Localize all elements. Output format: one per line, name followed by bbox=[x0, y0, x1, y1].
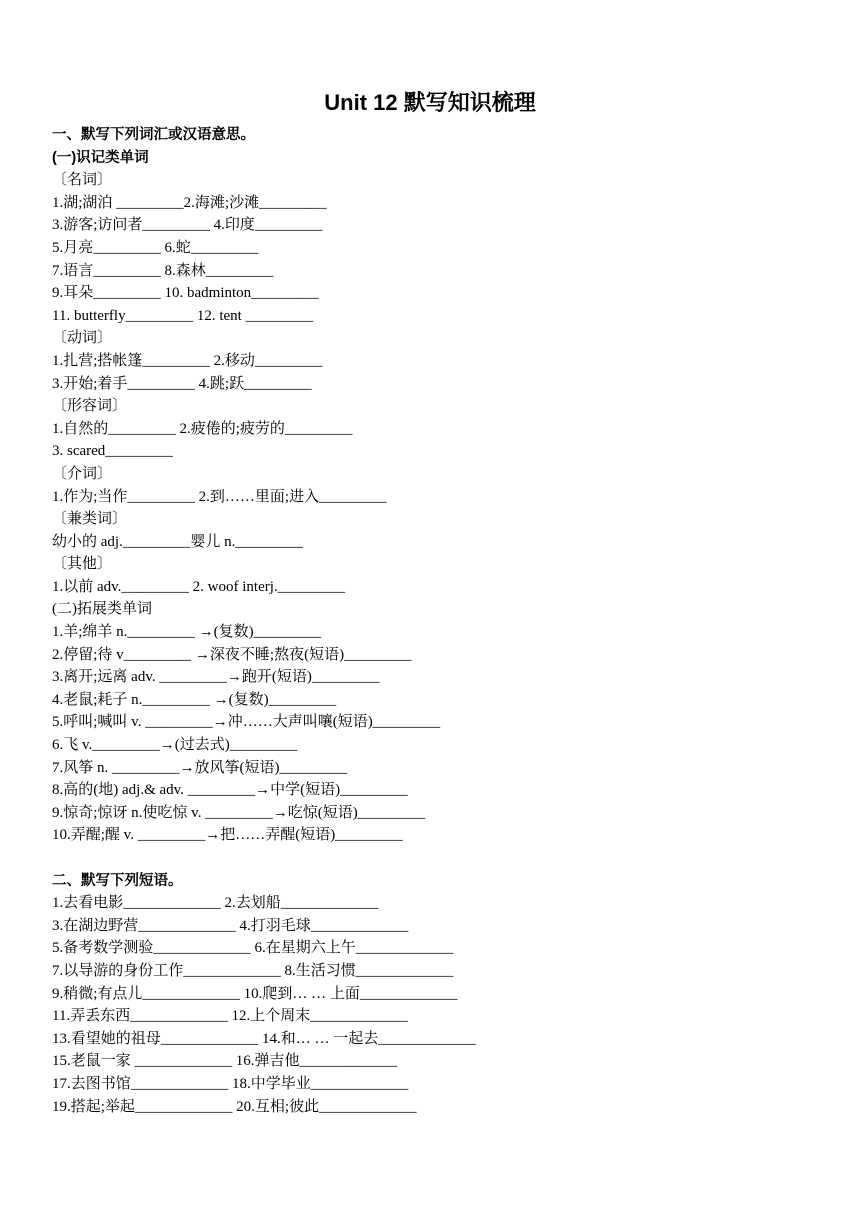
section-heading: (一)识记类单词 bbox=[52, 149, 149, 166]
exercise-line: 6.飞 v._________→(过去式)_________ bbox=[52, 737, 298, 754]
exercise-line: 11. butterfly_________ 12. tent _________ bbox=[52, 307, 314, 324]
exercise-line: 8.高的(地) adj.& adv. _________→中学(短语)_________ bbox=[52, 782, 408, 799]
exercise-line: 1.湖;湖泊 _________2.海滩;沙滩_________ bbox=[52, 194, 327, 211]
exercise-line: 3.游客;访问者_________ 4.印度_________ bbox=[52, 217, 323, 234]
section-heading: 二、默写下列短语。 bbox=[52, 872, 183, 889]
exercise-line: 4.老鼠;耗子 n._________ →(复数)_________ bbox=[52, 691, 337, 708]
exercise-line: 7.以导游的身份工作_____________ 8.生活习惯_____________ bbox=[52, 962, 454, 979]
exercise-line: 9.惊奇;惊讶 n.使吃惊 v. _________→吃惊(短语)_________ bbox=[52, 804, 426, 821]
exercise-line: 19.搭起;举起_____________ 20.互相;彼此_____________ bbox=[52, 1098, 417, 1115]
exercise-line: 7.风筝 n. _________→放风筝(短语)_________ bbox=[52, 759, 347, 776]
exercise-line: 9.耳朵_________ 10. badminton_________ bbox=[52, 285, 319, 302]
exercise-line: 5.备考数学测验_____________ 6.在星期六上午_____________ bbox=[52, 940, 454, 957]
exercise-line: 1.去看电影_____________ 2.去划船_____________ bbox=[52, 895, 379, 912]
exercise-line: 1.自然的_________ 2.疲倦的;疲劳的_________ bbox=[52, 420, 353, 437]
exercise-line: 1.羊;绵羊 n._________ →(复数)_________ bbox=[52, 624, 322, 641]
exercise-line: 〔形容词〕 bbox=[52, 398, 128, 415]
exercise-line: 1.扎营;搭帐篷_________ 2.移动_________ bbox=[52, 352, 323, 369]
exercise-line: 5.呼叫;喊叫 v. _________→冲……大声叫嚷(短语)_________ bbox=[52, 714, 441, 731]
exercise-line: 幼小的 adj._________婴儿 n._________ bbox=[52, 533, 303, 550]
exercise-line: 9.稍微;有点儿_____________ 10.爬到… … 上面_____________ bbox=[52, 985, 458, 1002]
exercise-line: 〔兼类词〕 bbox=[52, 511, 128, 528]
exercise-line: 15.老鼠一家 _____________ 16.弹吉他_____________ bbox=[52, 1053, 398, 1070]
exercise-line: 1.以前 adv._________ 2. woof interj._________ bbox=[52, 578, 346, 595]
exercise-line: 3.离开;远离 adv. _________→跑开(短语)_________ bbox=[52, 669, 380, 686]
exercise-line: (二)拓展类单词 bbox=[52, 601, 152, 618]
exercise-line: 〔介词〕 bbox=[52, 465, 113, 482]
exercise-line: 〔其他〕 bbox=[52, 556, 113, 573]
exercise-line: 1.作为;当作_________ 2.到……里面;进入_________ bbox=[52, 488, 387, 505]
page-title: Unit 12 默写知识梳理 bbox=[324, 90, 536, 115]
exercise-line: 7.语言_________ 8.森林_________ bbox=[52, 262, 274, 279]
exercise-line: 17.去图书馆_____________ 18.中学毕业_____________ bbox=[52, 1075, 409, 1092]
exercise-line: 13.看望她的祖母_____________ 14.和… … 一起去_____________ bbox=[52, 1030, 476, 1047]
exercise-line: 11.弄丢东西_____________ 12.上个周末_____________ bbox=[52, 1008, 408, 1025]
exercise-line: 〔动词〕 bbox=[52, 330, 113, 347]
blank-line bbox=[52, 847, 842, 870]
exercise-line: 〔名词〕 bbox=[52, 172, 113, 189]
exercise-line: 2.停留;待 v_________ →深夜不睡;熬夜(短语)_________ bbox=[52, 646, 412, 663]
exercise-line: 10.弄醒;醒 v. _________→把……弄醒(短语)_________ bbox=[52, 827, 403, 844]
section-heading: 一、默写下列词汇或汉语意思。 bbox=[52, 127, 255, 143]
exercise-line: 3.在湖边野营_____________ 4.打羽毛球_____________ bbox=[52, 917, 409, 934]
exercise-line: 3. scared_________ bbox=[52, 443, 173, 460]
exercise-line: 5.月亮_________ 6.蛇_________ bbox=[52, 239, 259, 256]
content-lines bbox=[52, 124, 842, 1118]
exercise-line: 3.开始;着手_________ 4.跳;跃_________ bbox=[52, 375, 312, 392]
